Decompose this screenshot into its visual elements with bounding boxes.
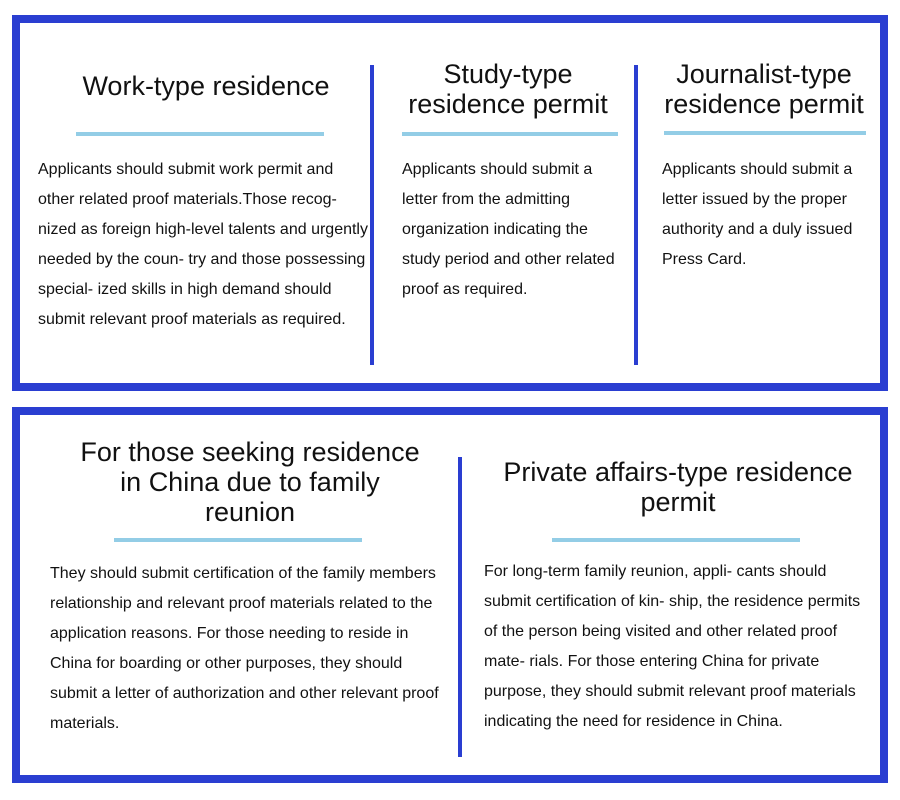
study-type-column xyxy=(384,23,632,383)
journalist-type-column xyxy=(646,23,882,383)
work-type-column xyxy=(38,23,374,383)
top-divider-2 xyxy=(634,65,638,365)
work-type-text: Applicants should submit work permit and other related proof materials.Those recog- nized as foreign high-level talents and urgently needed by the coun- try and those possessing special- ized skills in high demand should submit relevant proof materials as required. xyxy=(38,161,368,328)
work-type-title: Work-type residence xyxy=(82,71,330,101)
private-affairs-title: Private affairs-type residence permit xyxy=(503,457,853,517)
journalist-type-title: Journalist-type residence permit xyxy=(664,59,864,119)
study-type-text: Applicants should submit a letter from the admitting organization indicating the study period and other related proof as required. xyxy=(402,161,615,298)
top-panel xyxy=(12,15,888,391)
work-type-underline xyxy=(76,132,324,136)
bottom-divider xyxy=(458,457,462,757)
private-affairs-underline xyxy=(552,538,800,542)
top-divider-1 xyxy=(370,65,374,365)
journalist-type-text: Applicants should submit a letter issued by the proper authority and a duly issued Press Card. xyxy=(662,161,853,268)
private-affairs-text: For long-term family reunion, appli- cants should submit certification of kin- ship, the residence permits of the person being visited and other related proof mate- rials. For those entering China for private purpose, they should submit relevant proof materials indicating the need for residence in China. xyxy=(484,563,861,730)
private-affairs-column xyxy=(482,415,874,775)
bottom-panel xyxy=(12,407,888,783)
journalist-type-underline xyxy=(664,131,866,135)
family-reunion-underline xyxy=(114,538,362,542)
family-reunion-title: For those seeking residence in China due to family reunion xyxy=(80,437,420,527)
study-type-underline xyxy=(402,132,618,136)
study-type-title: Study-type residence permit xyxy=(408,59,608,119)
family-reunion-column xyxy=(48,415,452,775)
family-reunion-text: They should submit certification of the family members relationship and relevant proof materials related to the application reasons. For those needing to reside in China for boarding or other purposes, they should submit a letter of authorization and other relevant proof materials. xyxy=(50,565,439,732)
